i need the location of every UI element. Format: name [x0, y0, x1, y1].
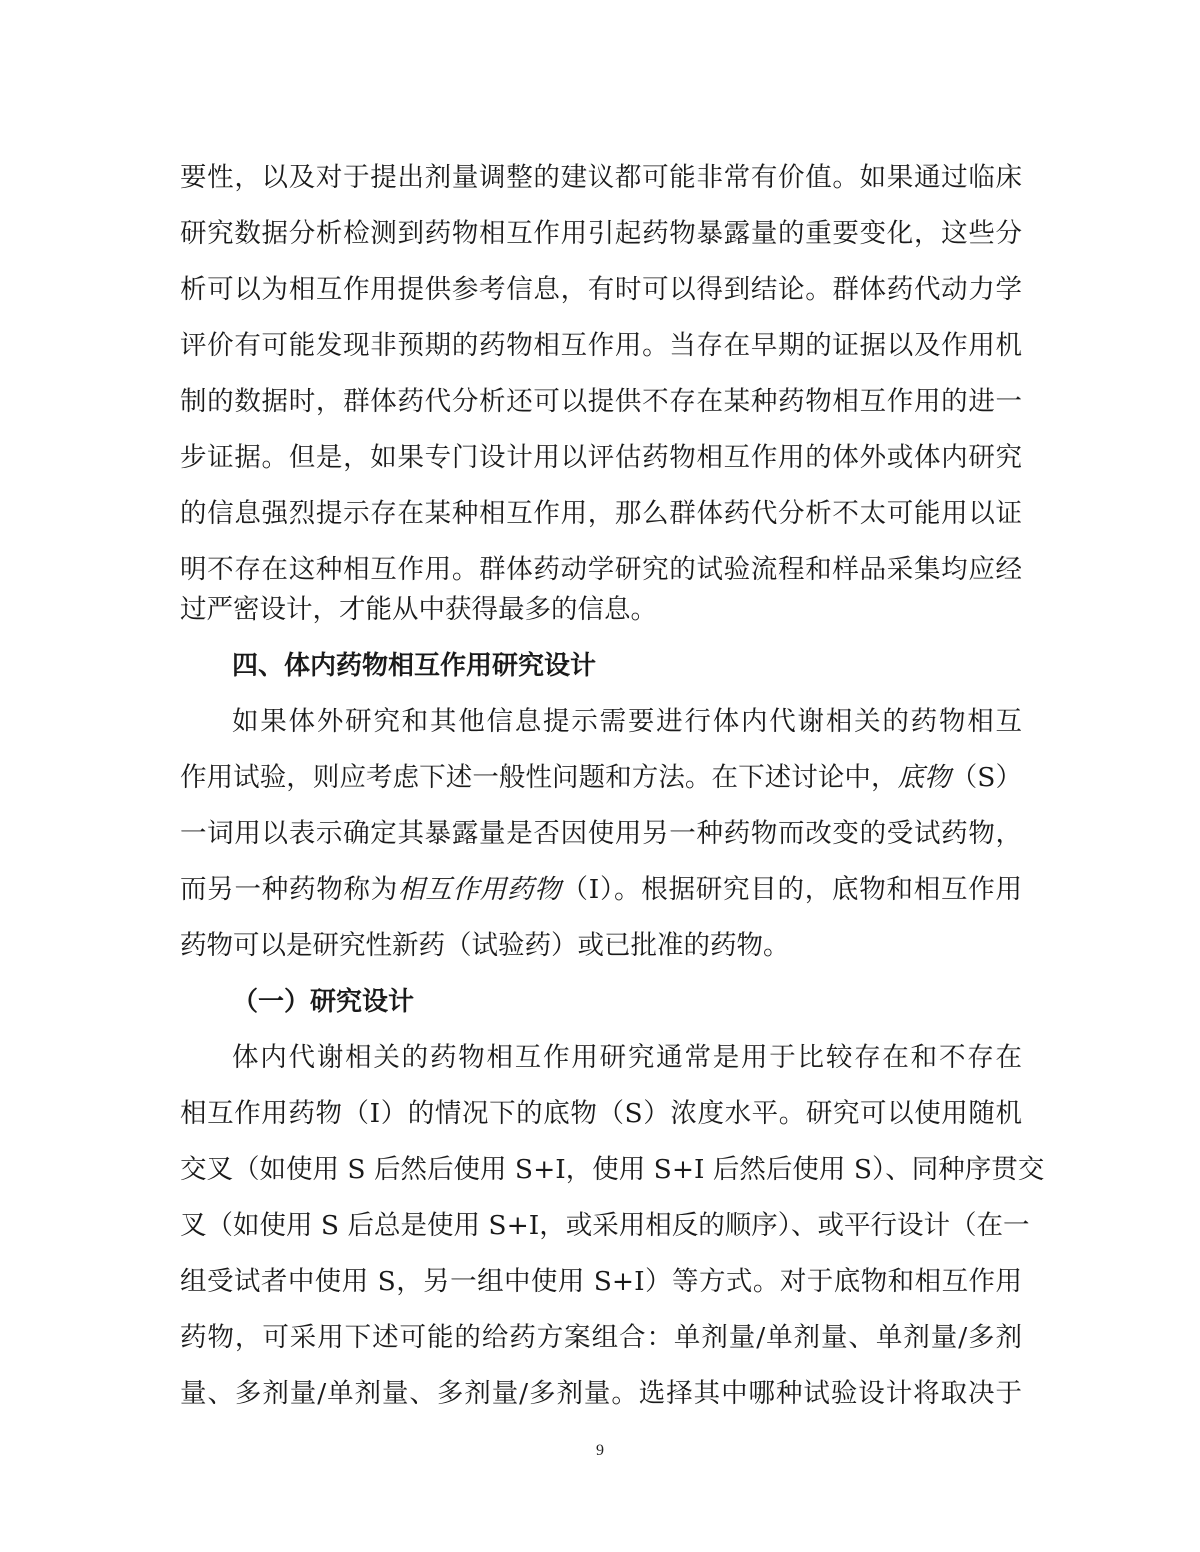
- text-run: （S）: [950, 762, 1023, 793]
- body-text-line: 过严密设计，才能从中获得最多的信息。: [180, 594, 657, 625]
- body-text-line: 一词用以表示确定其暴露量是否因使用另一种药物而改变的受试药物，: [180, 818, 1022, 849]
- text-run: （I）。根据研究目的，底物和相互作用: [561, 874, 1023, 905]
- term-substrate: 底物: [897, 762, 951, 793]
- body-text-line: 叉（如使用 S 后总是使用 S+I，或采用相反的顺序）、或平行设计（在一: [180, 1210, 1030, 1241]
- body-text-line: 体内代谢相关的药物相互作用研究通常是用于比较存在和不存在: [232, 1042, 1022, 1073]
- section-heading: 四、体内药物相互作用研究设计: [232, 651, 597, 681]
- text-run: 作用试验，则应考虑下述一般性问题和方法。在下述讨论中，: [180, 762, 898, 793]
- body-text-line: 制的数据时，群体药代分析还可以提供不存在某种药物相互作用的进一: [180, 386, 1022, 417]
- body-text-line: 析可以为相互作用提供参考信息，有时可以得到结论。群体药代动力学: [180, 274, 1022, 305]
- term-interacting-drug: 相互作用药物: [398, 874, 562, 905]
- body-text-line: 相互作用药物（I）的情况下的底物（S）浓度水平。研究可以使用随机: [180, 1098, 1022, 1129]
- body-text-line: [180, 760, 1022, 796]
- body-text-line: 研究数据分析检测到药物相互作用引起药物暴露量的重要变化，这些分: [180, 218, 1022, 249]
- body-text-line: 药物可以是研究性新药（试验药）或已批准的药物。: [180, 930, 790, 961]
- body-text-line: 明不存在这种相互作用。群体药动学研究的试验流程和样品采集均应经: [180, 554, 1022, 585]
- page-number: 9: [596, 1442, 604, 1459]
- body-text-line: 的信息强烈提示存在某种相互作用，那么群体药代分析不太可能用以证: [180, 498, 1022, 529]
- body-text-line: [180, 872, 1022, 908]
- body-text-line: 组受试者中使用 S，另一组中使用 S+I）等方式。对于底物和相互作用: [180, 1266, 1022, 1297]
- body-text-line: 药物，可采用下述可能的给药方案组合：单剂量/单剂量、单剂量/多剂: [180, 1322, 1022, 1353]
- text-run: 而另一种药物称为: [180, 874, 399, 905]
- body-text-line: 量、多剂量/单剂量、多剂量/多剂量。选择其中哪种试验设计将取决于: [180, 1378, 1022, 1409]
- subsection-heading: （一）研究设计: [232, 987, 415, 1017]
- body-text-line: 步证据。但是，如果专门设计用以评估药物相互作用的体外或体内研究: [180, 442, 1022, 473]
- body-text-line: 交叉（如使用 S 后然后使用 S+I，使用 S+I 后然后使用 S）、同种序贯交: [180, 1154, 1045, 1185]
- body-text-line: 要性，以及对于提出剂量调整的建议都可能非常有价值。如果通过临床: [180, 162, 1022, 193]
- body-text-line: 如果体外研究和其他信息提示需要进行体内代谢相关的药物相互: [232, 706, 1022, 737]
- body-text-line: 评价有可能发现非预期的药物相互作用。当存在早期的证据以及作用机: [180, 330, 1022, 361]
